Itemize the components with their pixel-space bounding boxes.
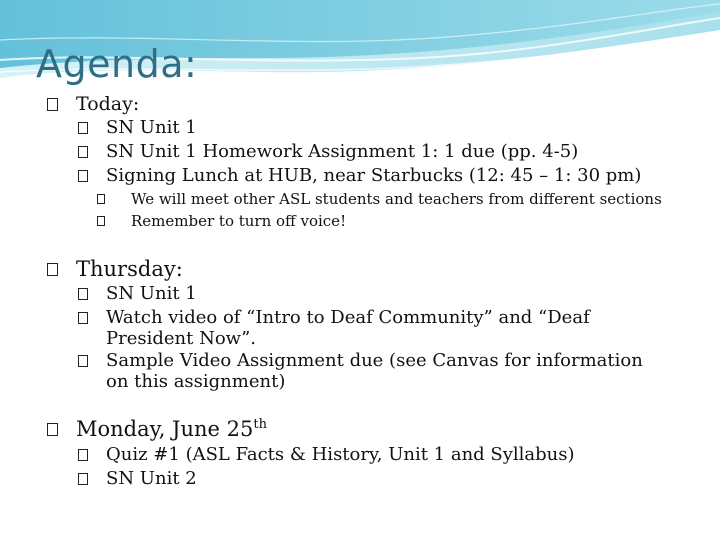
list-item: SN Unit 1 Homework Assignment 1: 1 due (pp. 4-5) (78, 141, 666, 162)
agenda-section-thursday (47, 258, 183, 280)
list-item: SN Unit 1 (78, 117, 666, 138)
section-heading: Monday, June 25th (76, 417, 267, 441)
list-item: Signing Lunch at HUB, near Starbucks (12: 45 – 1: 30 pm) (78, 165, 666, 186)
checkbox-bullet-icon (78, 449, 88, 461)
checkbox-bullet-icon (78, 170, 88, 182)
checkbox-bullet-icon (78, 146, 88, 158)
checkbox-bullet-icon (78, 312, 88, 324)
checkbox-bullet-icon (97, 216, 105, 226)
list-item: SN Unit 2 (78, 468, 666, 489)
list-item: Watch video of “Intro to Deaf Community” and “Deaf President Now”. (78, 307, 666, 349)
ordinal-suffix: th (253, 417, 267, 432)
checkbox-bullet-icon (78, 473, 88, 485)
checkbox-bullet-icon (78, 122, 88, 134)
checkbox-bullet-icon (97, 194, 105, 204)
sub-list-item: We will meet other ASL students and teachers from different sections (97, 190, 662, 208)
slide-title: Agenda: (36, 42, 198, 86)
list-item: Quiz #1 (ASL Facts & History, Unit 1 and Syllabus) (78, 444, 666, 465)
section-heading: Thursday: (76, 257, 183, 281)
checkbox-bullet-icon (78, 288, 88, 300)
list-item: Sample Video Assignment due (see Canvas for information on this assignment) (78, 350, 666, 392)
checkbox-bullet-icon (47, 98, 58, 111)
checkbox-bullet-icon (78, 355, 88, 367)
agenda-section-today (47, 93, 139, 115)
checkbox-bullet-icon (47, 263, 58, 276)
section-heading: Today: (76, 93, 140, 115)
agenda-section-monday (47, 418, 267, 440)
list-item: SN Unit 1 (78, 283, 666, 304)
sub-list-item: Remember to turn off voice! (97, 212, 346, 230)
checkbox-bullet-icon (47, 423, 58, 436)
